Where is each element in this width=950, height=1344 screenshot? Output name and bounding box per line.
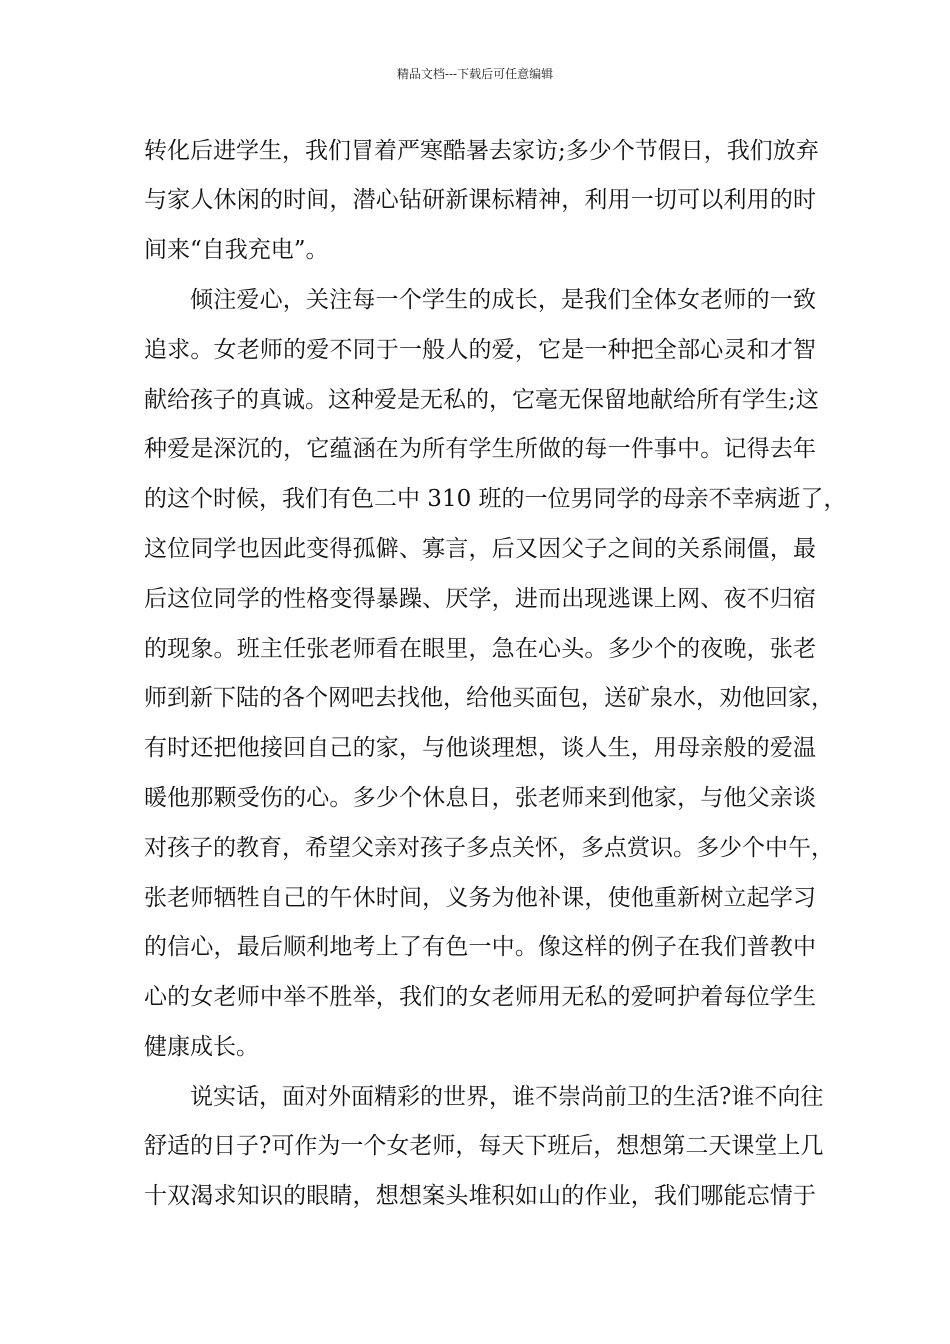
text-line: 的这个时候，我们有色二中 310 班的一位男同学的母亲不幸病逝了， bbox=[144, 486, 847, 512]
text-line: 这位同学也因此变得孤僻、寡言，后又因父子之间的关系闹僵，最 bbox=[144, 536, 816, 562]
text-line: 十双渴求知识的眼睛，想想案头堆积如山的作业，我们哪能忘情于 bbox=[144, 1183, 816, 1209]
text-line: 与家人休闲的时间，潜心钻研新课标精神，利用一切可以利用的时 bbox=[144, 187, 816, 213]
text-line: 献给孩子的真诚。这种爱是无私的，它毫无保留地献给所有学生;这 bbox=[144, 387, 819, 413]
text-line: 的现象。班主任张老师看在眼里，急在心头。多少个的夜晚，张老 bbox=[144, 636, 816, 662]
text-line: 种爱是深沉的，它蕴涵在为所有学生所做的每一件事中。记得去年 bbox=[144, 436, 816, 462]
text-line: 间来“自我充电”。 bbox=[144, 237, 329, 263]
text-line: 有时还把他接回自己的家，与他谈理想，谈人生，用母亲般的爱温 bbox=[144, 735, 816, 761]
text-line: 心的女老师中举不胜举，我们的女老师用无私的爱呵护着每位学生 bbox=[144, 984, 816, 1010]
text-line: 对孩子的教育，希望父亲对孩子多点关怀，多点赏识。多少个中午， bbox=[144, 835, 834, 861]
text-line: 师到新下陆的各个网吧去找他，给他买面包，送矿泉水，劝他回家， bbox=[144, 685, 834, 711]
text-line-indented: 倾注爱心，关注每一个学生的成长，是我们全体女老师的一致 bbox=[190, 287, 816, 313]
text-line: 张老师牺牲自己的午休时间，义务为他补课，使他重新树立起学习 bbox=[144, 885, 816, 911]
text-line: 暖他那颗受伤的心。多少个休息日，张老师来到他家，与他父亲谈 bbox=[144, 785, 816, 811]
text-line: 的信心，最后顺利地考上了有色一中。像这样的例子在我们普教中 bbox=[144, 934, 816, 960]
text-line-indented: 说实话，面对外面精彩的世界，谁不崇尚前卫的生活?谁不向往 bbox=[190, 1084, 824, 1110]
text-line: 转化后进学生，我们冒着严寒酷暑去家访;多少个节假日，我们放弃 bbox=[144, 138, 819, 164]
page-header: 精品文档---下载后可任意编辑 bbox=[396, 67, 554, 81]
text-line: 追求。女老师的爱不同于一般人的爱，它是一种把全部心灵和才智 bbox=[144, 337, 816, 363]
text-line: 后这位同学的性格变得暴躁、厌学，进而出现逃课上网、夜不归宿 bbox=[144, 586, 816, 612]
text-line: 舒适的日子?可作为一个女老师，每天下班后，想想第二天课堂上几 bbox=[144, 1133, 824, 1159]
text-line: 健康成长。 bbox=[144, 1034, 259, 1060]
